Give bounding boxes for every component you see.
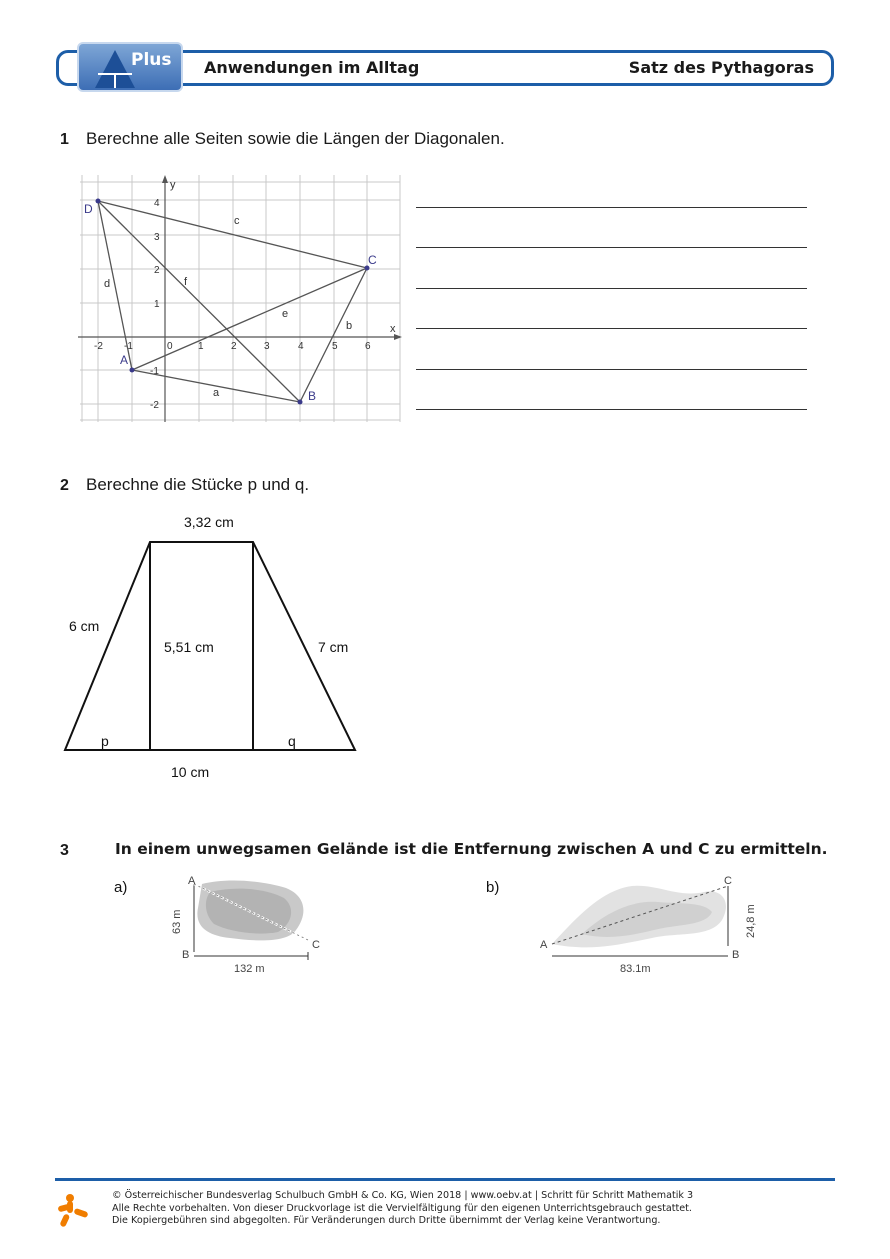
footer-line2: Alle Rechte vorbehalten. Von dieser Druckvorlage ist die Vervielfältigung für den eigenen Unterrichtsgebrauch gestattet. xyxy=(112,1202,692,1214)
point-a-label: A xyxy=(540,939,548,951)
task2-number: 2 xyxy=(60,477,69,494)
point-d xyxy=(96,199,101,204)
x-tick: 1 xyxy=(198,341,204,352)
footer-text xyxy=(112,1190,693,1228)
footer-divider xyxy=(55,1178,835,1181)
diagonal-e-label: e xyxy=(282,308,289,320)
trapezoid-figure xyxy=(55,510,375,795)
diagonal-e xyxy=(132,268,367,370)
task3-number: 3 xyxy=(60,842,69,859)
y-tick: 1 xyxy=(154,299,160,310)
label-right: 7 cm xyxy=(318,639,349,655)
plus-logo xyxy=(77,42,183,92)
point-c-label: C xyxy=(368,253,377,267)
footer-line3: Die Kopiergebühren sind abgegolten. Für Veränderungen durch Dritte übernimmt der Verlag keine Verantwortung. xyxy=(112,1215,661,1226)
task3-text: In einem unwegsamen Gelände ist die Entfernung zwischen A und C zu ermitteln. xyxy=(115,840,828,858)
y-tick: 2 xyxy=(154,265,160,276)
side-d-label: d xyxy=(104,278,111,290)
logo-text: Plus xyxy=(131,50,172,70)
x-tick: 4 xyxy=(298,341,304,352)
y-tick: -1 xyxy=(150,366,159,377)
y-tick: 4 xyxy=(154,198,160,209)
y-axis-label: y xyxy=(170,179,176,191)
subtask-a-label: a) xyxy=(114,879,128,896)
diagonal-f-label: f xyxy=(184,276,188,288)
x-tick: -2 xyxy=(94,341,103,352)
x-tick: 5 xyxy=(332,341,338,352)
point-b xyxy=(298,400,303,405)
y-tick: 3 xyxy=(154,232,160,243)
y-tick: -2 xyxy=(150,400,159,411)
point-c-label: C xyxy=(724,875,732,887)
answer-line[interactable] xyxy=(416,369,807,370)
terrain-figure-b xyxy=(482,872,772,987)
answer-line[interactable] xyxy=(416,328,807,329)
side-c-label: c xyxy=(234,215,240,227)
horizontal-measure-a: 132 m xyxy=(234,963,265,975)
label-bottom: 10 cm xyxy=(171,764,210,780)
point-b-label: B xyxy=(732,949,740,961)
x-tick: 6 xyxy=(365,341,371,352)
answer-line[interactable] xyxy=(416,288,807,289)
task1-number: 1 xyxy=(60,131,69,148)
point-a-label: A xyxy=(188,875,196,887)
answer-line[interactable] xyxy=(416,247,807,248)
point-b-label: B xyxy=(182,949,190,961)
point-b-label: B xyxy=(308,389,317,403)
label-height: 5,51 cm xyxy=(164,639,214,655)
horizontal-measure-b: 83.1m xyxy=(620,963,651,975)
task1-text: Berechne alle Seiten sowie die Längen der Diagonalen. xyxy=(86,129,505,148)
x-tick: -1 xyxy=(124,341,133,352)
side-a-label: a xyxy=(213,387,220,399)
side-b-label: b xyxy=(346,320,353,332)
point-c-label: C xyxy=(312,939,320,951)
point-a xyxy=(130,368,135,373)
subtask-b-label: b) xyxy=(486,879,500,896)
x-axis-label: x xyxy=(390,323,396,335)
label-left: 6 cm xyxy=(69,618,100,634)
terrain-figure-a xyxy=(110,872,340,987)
answer-line[interactable] xyxy=(416,409,807,410)
task2-text: Berechne die Stücke p und q. xyxy=(86,475,310,494)
vertical-measure-b: 24,8 m xyxy=(745,904,757,938)
coordinate-graph xyxy=(60,170,405,430)
label-p: p xyxy=(101,733,109,749)
footer-line1: © Österreichischer Bundesverlag Schulbuch GmbH & Co. KG, Wien 2018 | www.oebv.at | Schritt für Schritt Mathematik 3 xyxy=(112,1190,694,1201)
point-a-label: A xyxy=(120,353,129,367)
answer-line[interactable] xyxy=(416,207,807,208)
header-title: Anwendungen im Alltag xyxy=(204,58,420,77)
header-topic: Satz des Pythagoras xyxy=(628,58,814,77)
x-tick: 3 xyxy=(264,341,270,352)
label-q: q xyxy=(288,733,296,749)
x-tick: 0 xyxy=(167,341,173,352)
x-tick: 2 xyxy=(231,341,237,352)
point-d-label: D xyxy=(84,202,93,216)
vertical-measure-a: 63 m xyxy=(171,909,183,934)
label-top: 3,32 cm xyxy=(184,514,234,530)
publisher-logo-icon xyxy=(56,1192,90,1233)
